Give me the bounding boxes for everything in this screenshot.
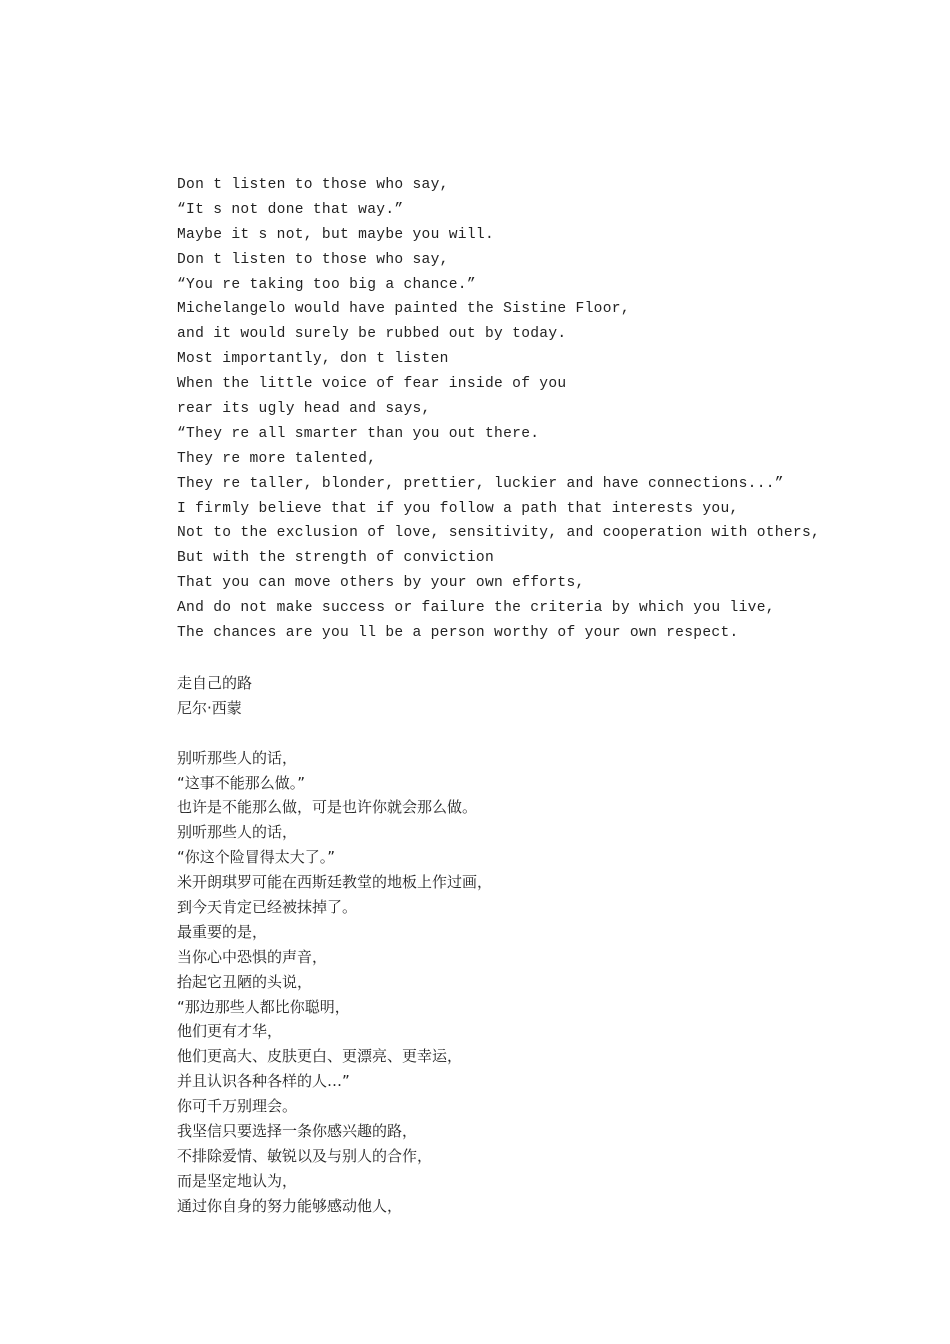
chinese-title: 走自己的路 [177,674,253,692]
english-line: When the little voice of fear inside of you [177,376,567,393]
english-line: That you can move others by your own efforts, [177,575,585,592]
chinese-line: 别听那些人的话， [177,823,298,842]
chinese-line: 通过你自身的努力能够感动他人， [177,1196,403,1215]
chinese-line: 别听那些人的话， [177,748,298,767]
english-line: I firmly believe that if you follow a path that interests you, [177,500,739,517]
chinese-line: 而是坚定地认为， [177,1171,298,1190]
english-line: and it would surely be rubbed out by today. [177,326,567,343]
chinese-line: 最重要的是， [177,922,268,941]
chinese-line: 当你心中恐惧的声音， [177,947,328,966]
english-line: “You re taking too big a chance.” [177,276,476,293]
english-line: Don t listen to those who say, [177,251,449,268]
chinese-line: 他们更高大、皮肤更白、更漂亮、更幸运， [177,1047,463,1066]
paragraph-gap [177,721,917,746]
english-line: They re taller, blonder, prettier, luckier and have connections...” [177,475,784,492]
chinese-line: 不排除爱情、敏锐以及与别人的合作， [177,1146,433,1165]
chinese-line: 抬起它丑陋的头说， [177,972,313,991]
english-line: Maybe it s not, but maybe you will. [177,226,495,243]
english-line: The chances are you ll be a person worthy of your own respect. [177,625,739,642]
english-line: Don t listen to those who say, [177,177,449,193]
english-line: “They re all smarter than you out there. [177,425,540,442]
english-line: And do not make success or failure the criteria by which you live, [177,600,775,617]
english-line: But with the strength of conviction [177,550,495,567]
chinese-line: 我坚信只要选择一条你感兴趣的路， [177,1122,418,1141]
english-line: rear its ugly head and says, [177,401,431,418]
chinese-line: “你这个险冒得太大了。” [177,848,336,867]
chinese-line: 你可千万别理会。 [177,1097,298,1116]
english-line: Most importantly, don t listen [177,351,449,368]
chinese-line: 并且认识各种各样的人…” [177,1072,350,1091]
english-poem [177,173,917,646]
english-line: Michelangelo would have painted the Sistine Floor, [177,301,630,318]
chinese-line: 到今天肯定已经被抹掉了。 [177,898,358,917]
chinese-poem [177,671,917,1219]
english-line: Not to the exclusion of love, sensitivity, and cooperation with others, [177,525,821,542]
chinese-line: 他们更有才华， [177,1022,283,1041]
chinese-line: “这事不能那么做。” [177,773,306,792]
chinese-line: 也许是不能那么做，可是也许你就会那么做。 [177,798,478,817]
english-line: They re more talented, [177,450,377,467]
chinese-line: 米开朗琪罗可能在西斯廷教堂的地板上作过画， [177,873,493,892]
chinese-line: “那边那些人都比你聪明， [177,997,350,1016]
chinese-author: 尼尔·西蒙 [177,698,242,717]
english-line: “It s not done that way.” [177,201,404,218]
